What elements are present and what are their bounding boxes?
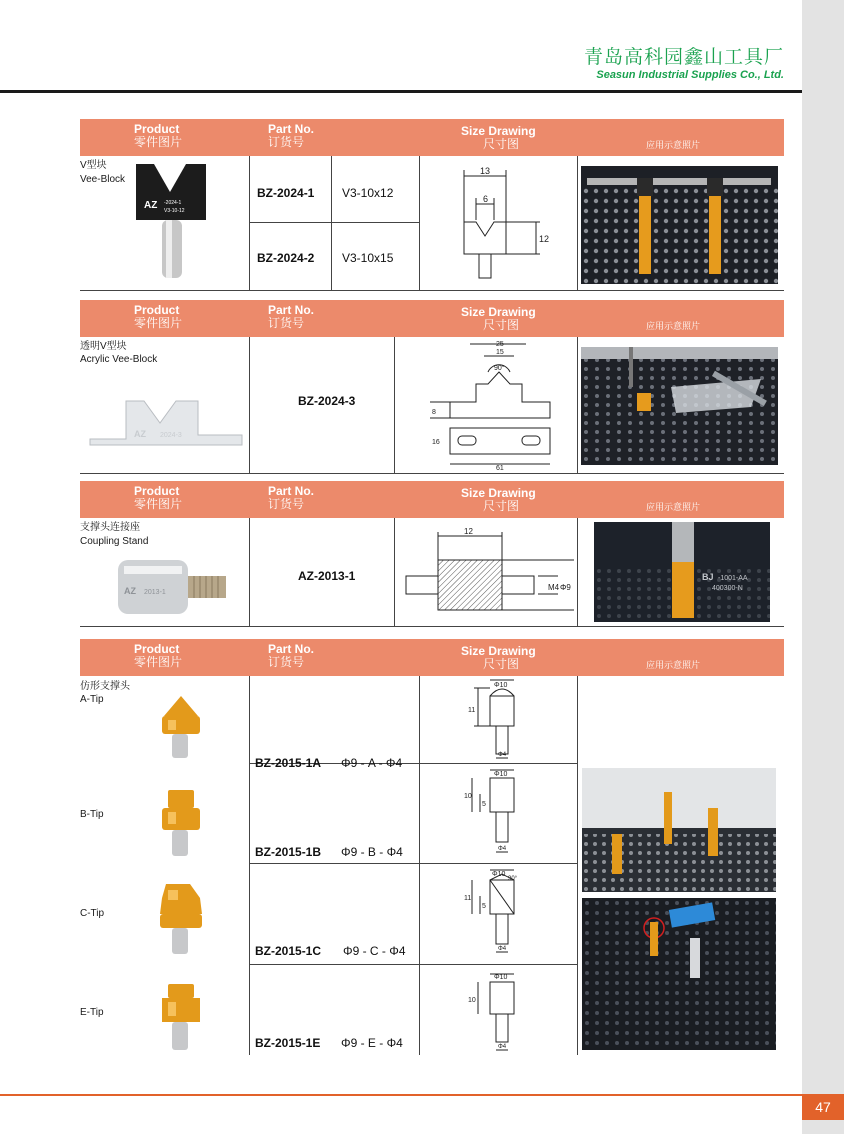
header-part-en: Part No. [268,122,315,136]
e-tip-photo [158,982,204,1054]
header-app-cn: 应用示意照片 [646,660,701,670]
dim-label: Φ10 [494,682,508,689]
part-number: BZ-2015-1A [255,756,322,770]
part-number: AZ-2013-1 [298,569,356,583]
product-name-en: B-Tip [80,809,104,820]
header-size-en: Size Drawing [461,124,536,138]
acrylic-vee-block-photo [82,397,250,467]
dim-label: Φ4 [498,1044,507,1050]
section-coupling-stand [80,481,784,627]
header-app-cn: 应用示意照片 [646,502,701,512]
dim-label: 61 [496,465,504,472]
header-size-cn: 尺寸图 [483,137,520,151]
dim-label: 10 [468,997,476,1004]
product-name-en: Coupling Stand [80,536,149,547]
product-name-cn: 仿形支撑头 [80,681,130,692]
header-product-cn: 零件图片 [134,135,183,149]
application-photo [594,522,770,622]
table-header [80,481,784,518]
header-product-cn: 零件图片 [134,655,183,669]
part-number: BZ-2015-1E [255,1036,321,1050]
dim-label: 90° [508,876,518,882]
vee-block-photo [134,162,210,282]
part-spec: V3-10x15 [342,251,394,265]
part-number: BZ-2024-3 [298,394,356,408]
company-name-cn: 青岛高科园鑫山工具厂 [583,46,784,68]
dim-label: Φ10 [494,771,508,778]
photo-mark-part: -2024-1 [164,200,182,206]
dim-label: 25 [496,341,504,348]
header-part-cn: 订货号 [268,316,305,330]
header-product-en: Product [134,122,180,136]
c-tip-photo [156,880,206,956]
b-tip-photo [158,788,204,860]
product-name-en: Vee-Block [80,174,126,185]
dim-label: 11 [468,707,476,714]
header-size-cn: 尺寸图 [483,499,520,513]
product-name-en: C-Tip [80,908,105,919]
dim-label: Φ4 [498,846,507,852]
part-spec: Φ9 - A - Φ4 [341,756,403,770]
company-header [584,46,784,82]
header-size-en: Size Drawing [461,644,536,658]
dim-label: Φ4 [498,752,507,758]
app-mark-part: -1001-AA [718,575,748,582]
header-app-cn: 应用示意照片 [646,140,701,150]
header-size-cn: 尺寸图 [483,657,520,671]
application-photo [582,898,776,1050]
header-part-cn: 订货号 [268,497,305,511]
header-product-en: Product [134,303,180,317]
size-drawing [464,678,524,762]
dim-label: 11 [464,895,472,902]
photo-mark-part: 2013-1 [144,589,166,596]
header-product-cn: 零件图片 [134,316,183,330]
section-acrylic-vee-block [80,300,784,474]
section-grid [80,676,784,1055]
dim-label: 5 [482,903,486,910]
section-grid [80,337,784,474]
part-spec: Φ9 - C - Φ4 [343,944,406,958]
dim-label: 16 [432,439,440,446]
company-name-en: Seasun Industrial Supplies Co., Ltd. [596,69,784,81]
dim-label: 90° [494,365,505,372]
product-name-cn: 透明V型块 [80,341,127,352]
photo-mark-brand: AZ [144,200,158,211]
section-grid [80,518,784,627]
part-spec: Φ9 - B - Φ4 [341,845,403,859]
section-grid [80,156,784,291]
dim-label: 12 [539,234,550,244]
dim-label: 12 [464,527,473,536]
photo-mark-spec: V3-10-12 [164,208,185,214]
header-part-cn: 订货号 [268,135,305,149]
table-header [80,639,784,676]
application-photo [582,768,776,892]
section-tips [80,639,784,1055]
header-part-en: Part No. [268,642,315,656]
footer-rule [0,1094,802,1096]
dim-label: 5 [482,801,486,808]
product-name-en: A-Tip [80,694,104,705]
coupling-stand-photo [114,556,234,620]
part-number: BZ-2024-1 [257,186,315,200]
header-part-en: Part No. [268,303,315,317]
part-number: BZ-2015-1C [255,944,322,958]
dim-label: 10 [464,793,472,800]
header-size-en: Size Drawing [461,305,536,319]
dim-label: 8 [432,409,436,416]
product-name-en: E-Tip [80,1007,104,1018]
dim-label: 15 [496,349,504,356]
size-drawing [450,162,560,284]
product-name-cn: 支撑头连接座 [80,522,140,533]
part-number: BZ-2024-2 [257,251,315,265]
product-name-cn: V型块 [80,160,107,171]
app-mark-brand: BJ [702,572,714,582]
side-strip [802,0,844,1134]
header-part-cn: 订货号 [268,655,305,669]
size-drawing [398,526,574,626]
header-size-en: Size Drawing [461,486,536,500]
photo-mark-part: 2024-3 [160,432,182,439]
dim-label: Φ10 [494,974,508,981]
dim-label: Φ10 [492,871,506,878]
size-drawing [410,340,560,472]
dim-label: 6 [483,194,489,204]
photo-mark-brand: AZ [134,429,146,439]
size-drawing [464,866,524,960]
a-tip-photo [158,694,204,760]
header-app-cn: 应用示意照片 [646,321,701,331]
app-mark-code: 400300-N [712,585,743,592]
application-photo [581,166,778,284]
part-number: BZ-2015-1B [255,845,322,859]
header-product-en: Product [134,642,180,656]
header-rule [0,90,802,93]
table-header [80,300,784,337]
part-spec: Φ9 - E - Φ4 [341,1036,403,1050]
page-number: 47 [802,1094,844,1120]
dim-label: M4 [548,583,560,592]
part-spec: V3-10x12 [342,186,394,200]
section-vee-block [80,119,784,291]
dim-label: 13 [480,166,491,176]
header-size-cn: 尺寸图 [483,318,520,332]
size-drawing [464,766,524,860]
application-photo [581,347,778,465]
size-drawing [464,968,524,1054]
dim-label: Φ4 [498,946,507,952]
table-header [80,119,784,156]
product-name-en: Acrylic Vee-Block [80,354,158,365]
header-part-en: Part No. [268,484,315,498]
dim-label: Φ9 [560,583,571,592]
header-product-cn: 零件图片 [134,497,183,511]
photo-mark-brand: AZ [124,586,136,596]
header-product-en: Product [134,484,180,498]
